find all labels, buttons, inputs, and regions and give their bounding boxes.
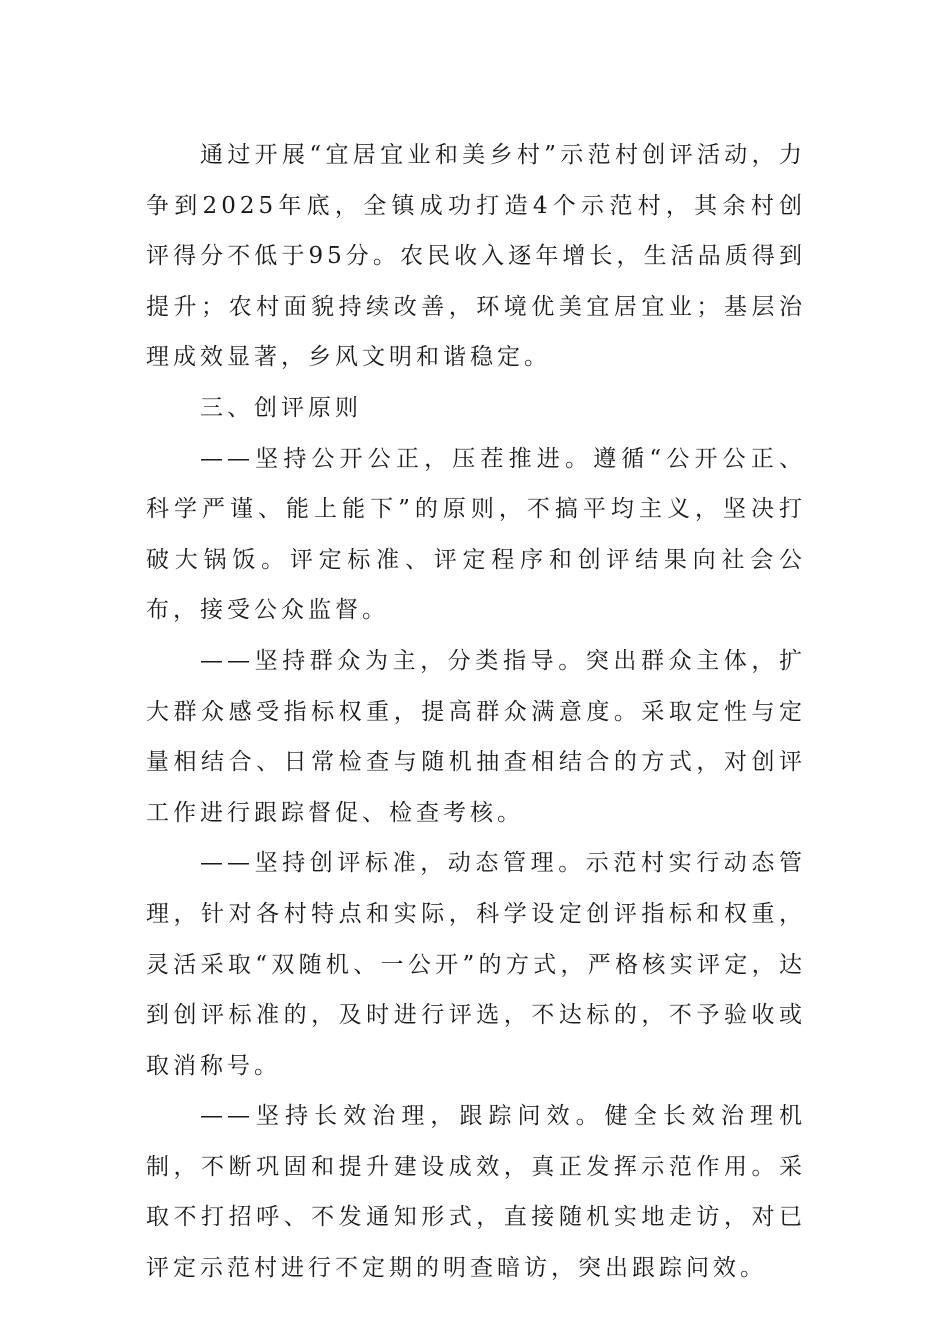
goal-paragraph: 通过开展“宜居宜业和美乡村”示范村创评活动，力争到2025年底，全镇成功打造4个示范村，其余村创评得分不低于95分。农民收入逐年增长，生活品质得到提升；农村面貌持续改善，环境优美宜居宜业；基层治理成效显著，乡风文明和谐稳定。 — [146, 142, 806, 371]
principle-paragraph-2: ——坚持群众为主，分类指导。突出群众主体，扩大群众感受指标权重，提高群众满意度。采取定性与定量相结合、日常检查与随机抽查相结合的方式，对创评工作进行跟踪督促、检查考核。 — [146, 647, 806, 826]
section-heading: 三、创评原则 — [200, 394, 362, 421]
principle-paragraph-4: ——坚持长效治理，跟踪问效。健全长效治理机制，不断巩固和提升建设成效，真正发挥示范作用。采取不打招呼、不发通知形式，直接随机实地走访，对已评定示范村进行不定期的明查暗访，突出跟踪问效。 — [146, 1103, 806, 1282]
principle-paragraph-3: ——坚持创评标准，动态管理。示范村实行动态管理，针对各村特点和实际，科学设定创评指标和权重，灵活采取“双随机、一公开”的方式，严格核实评定，达到创评标准的，及时进行评选，不达标的，不予验收或取消称号。 — [146, 850, 806, 1079]
principle-paragraph-1: ——坚持公开公正，压茬推进。遵循“公开公正、科学严谨、能上能下”的原则，不搞平均主义，坚决打破大锅饭。评定标准、评定程序和创评结果向社会公布，接受公众监督。 — [146, 445, 806, 624]
document-body — [146, 130, 806, 1294]
